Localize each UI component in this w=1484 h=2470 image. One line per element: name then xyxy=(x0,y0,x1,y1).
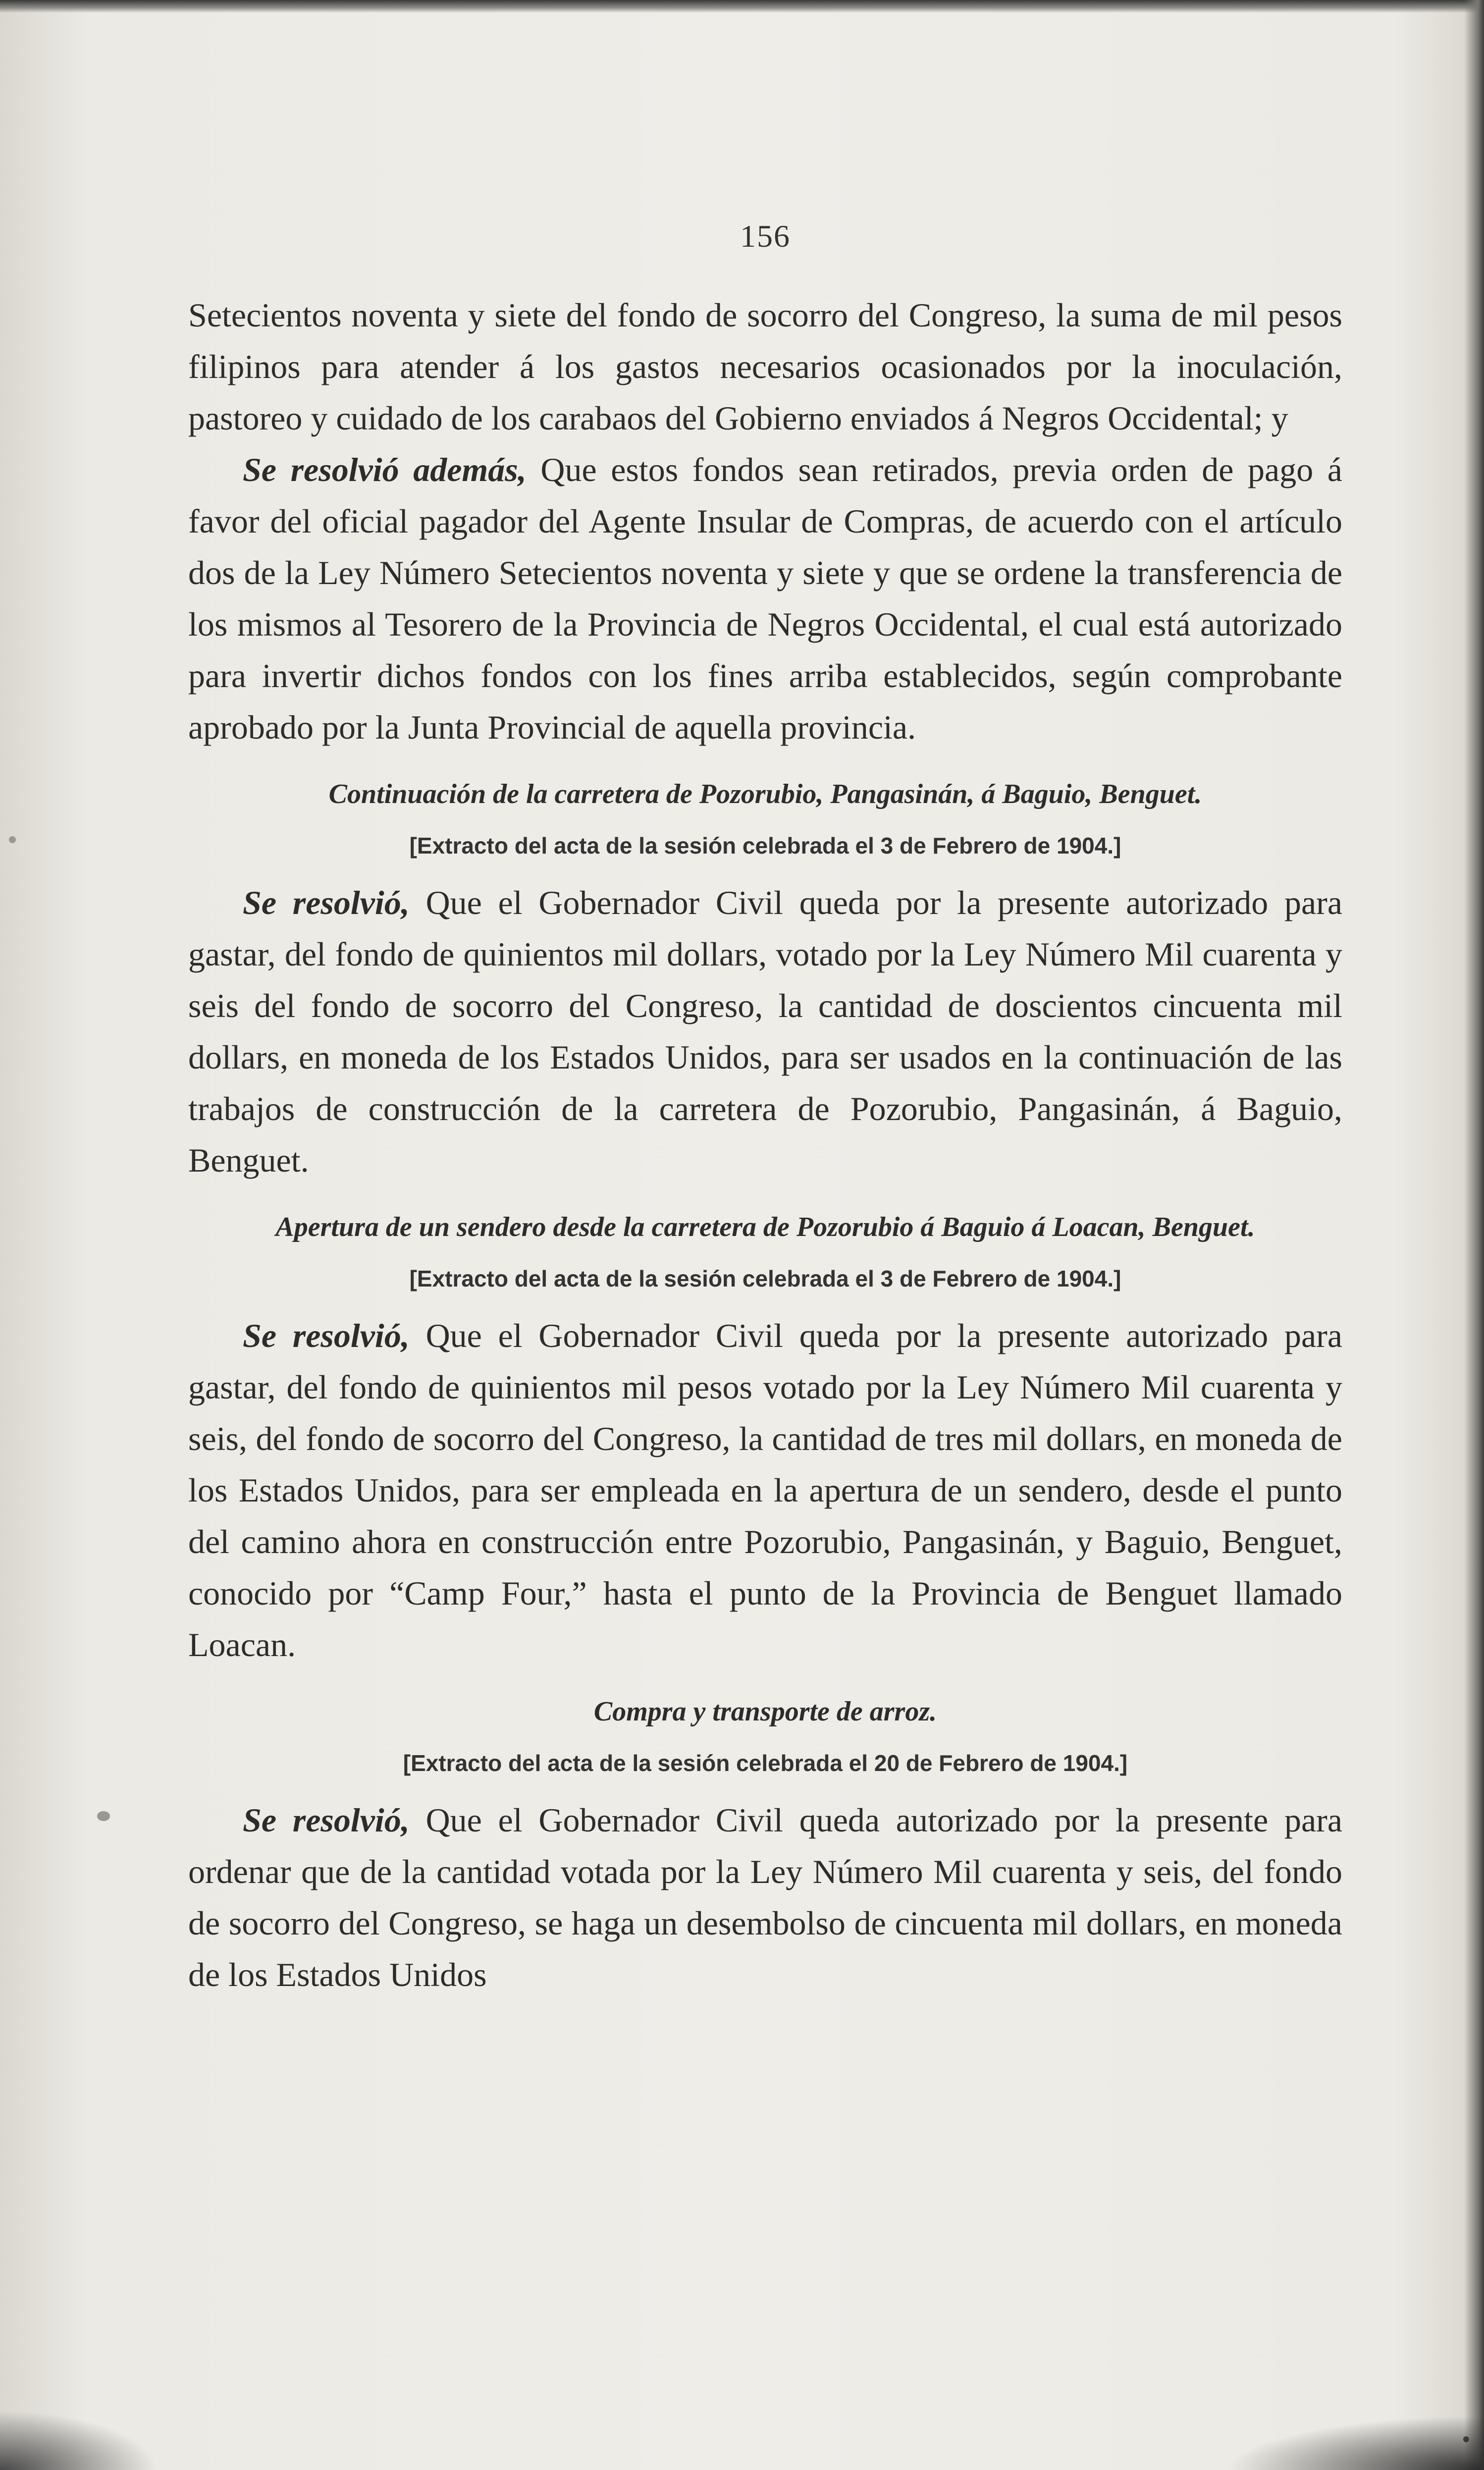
page-corner-shadow-right xyxy=(1226,2416,1484,2470)
minutes-extract-note: [Extracto del acta de la sesión celebrada el 3 de Febrero de 1904.] xyxy=(409,833,1121,859)
resolution-paragraph xyxy=(188,444,1342,753)
resolution-paragraph xyxy=(188,877,1342,1186)
resolution-lead: Se resolvió, xyxy=(243,884,410,921)
page-top-shadow xyxy=(0,0,1484,13)
resolution-text: Que estos fondos sean retirados, previa orden de pago á favor del oficial pagador del Agente Insular de Compras, de acuerdo con el artículo dos de la Ley Número Setecientos noventa y siete y que se ordene la transferencia de los mismos al Tesorero de la Provincia de Negros Occidental, el cual está autorizado para invertir dichos fondos con los fines arriba establecidos, según comprobante aprobado por la Junta Provincial de aquella provincia. xyxy=(188,451,1342,746)
resolution-lead: Se resolvió, xyxy=(243,1801,410,1839)
resolution-paragraph xyxy=(188,1310,1342,1670)
paper-speck xyxy=(1463,2436,1469,2442)
resolution-lead: Se resolvió además, xyxy=(243,451,527,488)
continued-paragraph: Setecientos noventa y siete del fondo de socorro del Congreso, la suma de mil pesos filipinos para atender á los gastos necesarios ocasionados por la inoculación, pastoreo y cuidado de los carabaos del Gobierno enviados á Negros Occidental; y xyxy=(188,296,1342,437)
page-content xyxy=(188,218,1342,2000)
resolution-text: Que el Gobernador Civil queda autorizado por la presente para ordenar que de la cantidad votada por la Ley Número Mil cuarenta y seis, del fondo de socorro del Congreso, se haga un desembolso de cincuenta mil dollars, en moneda de los Estados Unidos xyxy=(188,1801,1343,1993)
paper-speck xyxy=(97,1811,110,1821)
resolution-paragraph xyxy=(188,1794,1342,2000)
paper-speck xyxy=(9,836,16,843)
section-heading: Apertura de un sendero desde la carretera de Pozorubio á Baguio á Loacan, Benguet. xyxy=(275,1212,1255,1242)
page-corner-shadow-left xyxy=(0,2411,159,2470)
minutes-extract-note: [Extracto del acta de la sesión celebrada el 20 de Febrero de 1904.] xyxy=(403,1750,1128,1776)
resolution-text: Que el Gobernador Civil queda por la presente autorizado para gastar, del fondo de quinientos mil dollars, votado por la Ley Número Mil cuarenta y seis del fondo de socorro del Congreso, la cantidad de doscientos cincuenta mil dollars, en moneda de los Estados Unidos, para ser usados en la continuación de las trabajos de construcción de la carretera de Pozorubio, Pangasinán, á Baguio, Benguet. xyxy=(188,884,1343,1179)
resolution-text: Que el Gobernador Civil queda por la presente autorizado para gastar, del fondo de quinientos mil pesos votado por la Ley Número Mil cuarenta y seis, del fondo de socorro del Congreso, la cantidad de tres mil dollars, en moneda de los Estados Unidos, para ser empleada en la apertura de un sendero, desde el punto del camino ahora en construcción entre Pozorubio, Pangasinán, y Baguio, Benguet, conocido por “Camp Four,” hasta el punto de la Provincia de Benguet llamado Loacan. xyxy=(188,1317,1343,1664)
page-number: 156 xyxy=(740,218,791,254)
section-heading: Continuación de la carretera de Pozorubio, Pangasinán, á Baguio, Benguet. xyxy=(328,779,1202,809)
resolution-lead: Se resolvió, xyxy=(243,1317,410,1354)
page-right-shadow xyxy=(1464,0,1484,2470)
section-heading: Compra y transporte de arroz. xyxy=(593,1696,937,1727)
minutes-extract-note: [Extracto del acta de la sesión celebrada el 3 de Febrero de 1904.] xyxy=(409,1266,1121,1291)
